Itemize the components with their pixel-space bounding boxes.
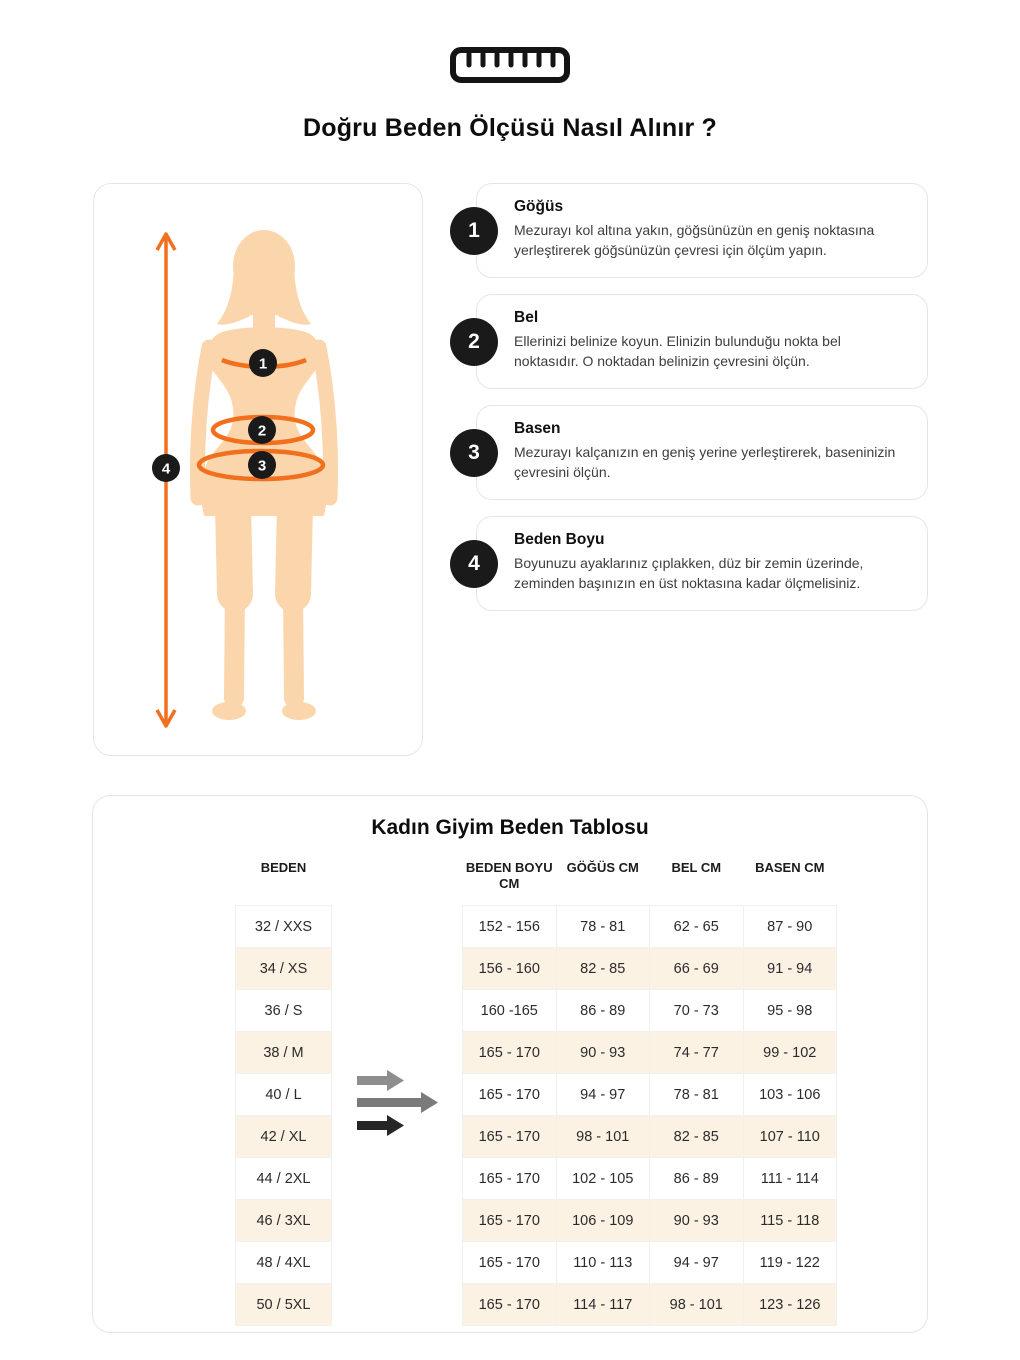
measurements-table (462, 854, 837, 1326)
step-4-badge: 4 (450, 540, 498, 588)
size-cell: 50 / 5XL (236, 1284, 332, 1326)
value-cell: 70 - 73 (650, 990, 744, 1032)
size-column-table (235, 854, 332, 1326)
size-cell: 32 / XXS (236, 906, 332, 948)
marker-3-label: 3 (257, 457, 267, 475)
size-cell: 48 / 4XL (236, 1242, 332, 1284)
value-cell: 66 - 69 (650, 948, 744, 990)
value-cell: 160 -165 (463, 990, 557, 1032)
instruction-title: Bel (514, 309, 539, 326)
size-table-title: Kadın Giyim Beden Tablosu (371, 816, 649, 839)
body-measurement-figure-card (93, 183, 423, 756)
table-row (463, 1200, 837, 1242)
value-cell: 90 - 93 (556, 1032, 650, 1074)
table-row (463, 1158, 837, 1200)
value-cell: 94 - 97 (650, 1242, 744, 1284)
value-cell: 103 - 106 (743, 1074, 837, 1116)
column-header-beden: BEDEN (260, 860, 307, 875)
value-cell: 78 - 81 (556, 906, 650, 948)
instruction-card-basen (468, 405, 928, 500)
instruction-card-beden-boyu (468, 516, 928, 611)
size-cell: 38 / M (236, 1032, 332, 1074)
value-cell: 111 - 114 (743, 1158, 837, 1200)
value-cell: 102 - 105 (556, 1158, 650, 1200)
marker-1-label: 1 (258, 355, 268, 373)
instruction-title: Beden Boyu (514, 531, 605, 548)
size-cell: 40 / L (236, 1074, 332, 1116)
size-table-card (92, 795, 928, 1333)
instruction-text: Ellerinizi belinize koyun. Elinizin bulunduğu nokta bel noktasıdır. O noktadan belinizin çevresini ölçün. (514, 333, 841, 370)
value-cell: 106 - 109 (556, 1200, 650, 1242)
value-cell: 98 - 101 (650, 1284, 744, 1326)
figure-left-calf (234, 590, 235, 698)
size-cell: 34 / XS (236, 948, 332, 990)
table-row (463, 990, 837, 1032)
value-cell: 62 - 65 (650, 906, 744, 948)
table-row (236, 1074, 332, 1116)
figure-left-foot (212, 702, 246, 720)
table-row (236, 948, 332, 990)
table-row (236, 906, 332, 948)
table-row (236, 1032, 332, 1074)
pointer-arrows-icon (351, 1066, 461, 1142)
size-cell: 36 / S (236, 990, 332, 1032)
step-3-badge: 3 (450, 429, 498, 477)
table-row (236, 990, 332, 1032)
value-cell: 86 - 89 (650, 1158, 744, 1200)
value-cell: 119 - 122 (743, 1242, 837, 1284)
table-row (236, 1284, 332, 1326)
size-cell: 46 / 3XL (236, 1200, 332, 1242)
value-cell: 165 - 170 (463, 1284, 557, 1326)
table-row (236, 1242, 332, 1284)
instruction-card-bel (468, 294, 928, 389)
marker-4-label: 4 (161, 460, 171, 478)
table-row (463, 1284, 837, 1326)
instruction-cards (468, 183, 928, 611)
figure-right-foot (282, 702, 316, 720)
value-cell: 99 - 102 (743, 1032, 837, 1074)
value-cell: 74 - 77 (650, 1032, 744, 1074)
value-cell: 87 - 90 (743, 906, 837, 948)
page-title: Doğru Beden Ölçüsü Nasıl Alınır ? (302, 114, 718, 142)
value-cell: 152 - 156 (463, 906, 557, 948)
figure-right-calf (293, 590, 294, 698)
table-row (236, 1200, 332, 1242)
value-cell: 165 - 170 (463, 1200, 557, 1242)
column-header-bel: BEL CM (671, 860, 722, 875)
table-row (236, 1116, 332, 1158)
value-cell: 165 - 170 (463, 1242, 557, 1284)
ruler-icon-wrap (0, 46, 1020, 89)
size-cell: 42 / XL (236, 1116, 332, 1158)
instruction-text: Mezurayı kalçanızın en geniş yerine yerleştirerek, baseninizin çevresini ölçün. (514, 444, 896, 481)
table-row (463, 948, 837, 990)
instruction-card-gogus (468, 183, 928, 278)
value-cell: 123 - 126 (743, 1284, 837, 1326)
step-1-badge: 1 (450, 207, 498, 255)
value-cell: 78 - 81 (650, 1074, 744, 1116)
value-cell: 165 - 170 (463, 1074, 557, 1116)
value-cell: 95 - 98 (743, 990, 837, 1032)
value-cell: 165 - 170 (463, 1116, 557, 1158)
size-cell: 44 / 2XL (236, 1158, 332, 1200)
table-row (463, 1032, 837, 1074)
column-header-basen: BASEN CM (755, 860, 825, 875)
table-row (463, 1116, 837, 1158)
instruction-title: Basen (514, 420, 561, 437)
value-cell: 82 - 85 (556, 948, 650, 990)
column-header-beden-boyu: BEDEN BOYU CM (465, 860, 553, 892)
table-row (463, 1242, 837, 1284)
table-row (463, 1074, 837, 1116)
instruction-title: Göğüs (514, 198, 564, 215)
value-cell: 114 - 117 (556, 1284, 650, 1326)
value-cell: 156 - 160 (463, 948, 557, 990)
value-cell: 107 - 110 (743, 1116, 837, 1158)
value-cell: 98 - 101 (556, 1116, 650, 1158)
value-cell: 86 - 89 (556, 990, 650, 1032)
instruction-text: Boyunuzu ayaklarınız çıplakken, düz bir zemin üzerinde, zeminden başınızın en üst noktasına kadar ölçmelisiniz. (514, 555, 864, 592)
value-cell: 110 - 113 (556, 1242, 650, 1284)
value-cell: 165 - 170 (463, 1158, 557, 1200)
instruction-text: Mezurayı kol altına yakın, göğsünüzün en geniş noktasına yerleştirerek göğsünüzün çevresi için ölçüm yapın. (514, 222, 875, 259)
value-cell: 165 - 170 (463, 1032, 557, 1074)
table-row (463, 906, 837, 948)
value-cell: 94 - 97 (556, 1074, 650, 1116)
value-cell: 91 - 94 (743, 948, 837, 990)
ruler-icon (449, 46, 571, 84)
table-row (236, 1158, 332, 1200)
body-silhouette-diagram (94, 184, 424, 757)
value-cell: 115 - 118 (743, 1200, 837, 1242)
table-header-row (463, 854, 837, 906)
value-cell: 90 - 93 (650, 1200, 744, 1242)
value-cell: 82 - 85 (650, 1116, 744, 1158)
column-header-gogus: GÖĞÜS CM (566, 860, 639, 875)
step-2-badge: 2 (450, 318, 498, 366)
marker-2-label: 2 (257, 422, 267, 440)
